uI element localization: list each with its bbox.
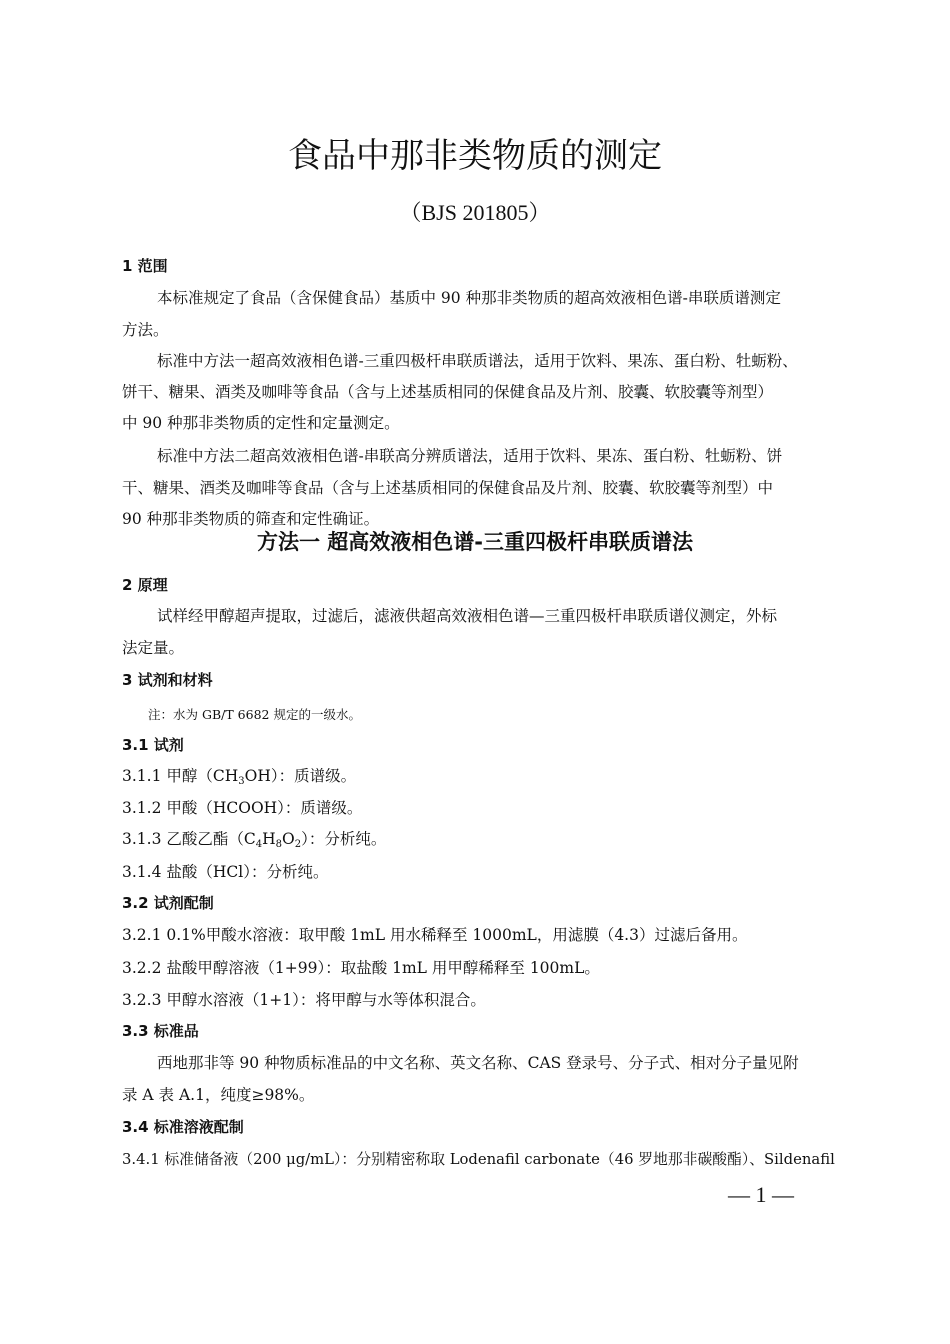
list-item: 3.2.2 盐酸甲醇溶液（1+99）：取盐酸 1mL 用甲醇稀释至 100mL。 (122, 959, 600, 977)
paragraph-text: 本标准规定了食品（含保健食品）基质中 90 种那非类物质的超高效液相色谱-串联质谱测定 (157, 289, 781, 307)
list-item: 3.1.4 盐酸（HCl）：分析纯。 (122, 863, 329, 881)
list-item: 3.2.1 0.1%甲酸水溶液：取甲酸 1mL 用水稀释至 1000mL，用滤膜（4.3）过滤后备用。 (122, 926, 748, 944)
list-item: 3.1.2 甲酸（HCOOH）：质谱级。 (122, 799, 363, 817)
paragraph-text: 90 种那非类物质的筛查和定性确证。 (122, 510, 380, 528)
document-title: 食品中那非类物质的测定 (288, 136, 662, 176)
paragraph-text: 标准中方法一超高效液相色谱-三重四极杆串联质谱法，适用于饮料、果冻、蛋白粉、牡蛎粉、 (157, 352, 798, 370)
paragraph-text: 干、糖果、酒类及咖啡等食品（含与上述基质相同的保健食品及片剂、胶囊、软胶囊等剂型）中 (122, 479, 774, 497)
paragraph-text: 试样经甲醇超声提取，过滤后，滤液供超高效液相色谱—三重四极杆串联质谱仪测定，外标 (157, 607, 778, 625)
paragraph-text: 饼干、糖果、酒类及咖啡等食品（含与上述基质相同的保健食品及片剂、胶囊、软胶囊等剂型） (122, 383, 774, 401)
section-3-heading: 3 试剂和材料 (122, 671, 213, 689)
paragraph-text: 录 A 表 A.1，纯度≥98%。 (122, 1086, 315, 1104)
section-2-heading: 2 原理 (122, 576, 168, 594)
paragraph-text: 西地那非等 90 种物质标准品的中文名称、英文名称、CAS 登录号、分子式、相对分子量见附 (157, 1054, 799, 1072)
section-3-2-heading: 3.2 试剂配制 (122, 894, 214, 912)
section-3-4-heading: 3.4 标准溶液配制 (122, 1118, 244, 1136)
paragraph-text: 方法。 (122, 321, 169, 339)
standard-code: （BJS 201805） (399, 200, 551, 225)
method-one-heading: 方法一 超高效液相色谱-三重四极杆串联质谱法 (256, 530, 694, 554)
paragraph-text: 中 90 种那非类物质的定性和定量测定。 (122, 414, 400, 432)
list-item: 3.1.1 甲醇$(CH_3OH)$：质谱级。 (122, 767, 357, 787)
list-item: 3.2.3 甲醇水溶液（1+1）：将甲醇与水等体积混合。 (122, 991, 486, 1009)
list-item: 3.1.3 乙酸乙酯$(C_4H_8O_2)$：分析纯。 (122, 830, 387, 850)
page-number: — 1 — (728, 1182, 794, 1207)
section-3-3-heading: 3.3 标准品 (122, 1022, 199, 1040)
list-item: 3.4.1 标准储备液（200 μg/mL）：分别精密称取 Lodenafil carbonate（46 罗地那非碳酸酯）、Sildenafil (122, 1151, 835, 1168)
section-3-1-heading: 3.1 试剂 (122, 736, 184, 754)
paragraph-text: 法定量。 (122, 639, 185, 657)
section-1-heading: 1 范围 (122, 257, 168, 275)
paragraph-text: 标准中方法二超高效液相色谱-串联高分辨质谱法，适用于饮料、果冻、蛋白粉、牡蛎粉、饼 (157, 447, 783, 465)
note-text: 注：水为 GB/T 6682 规定的一级水。 (148, 707, 361, 722)
